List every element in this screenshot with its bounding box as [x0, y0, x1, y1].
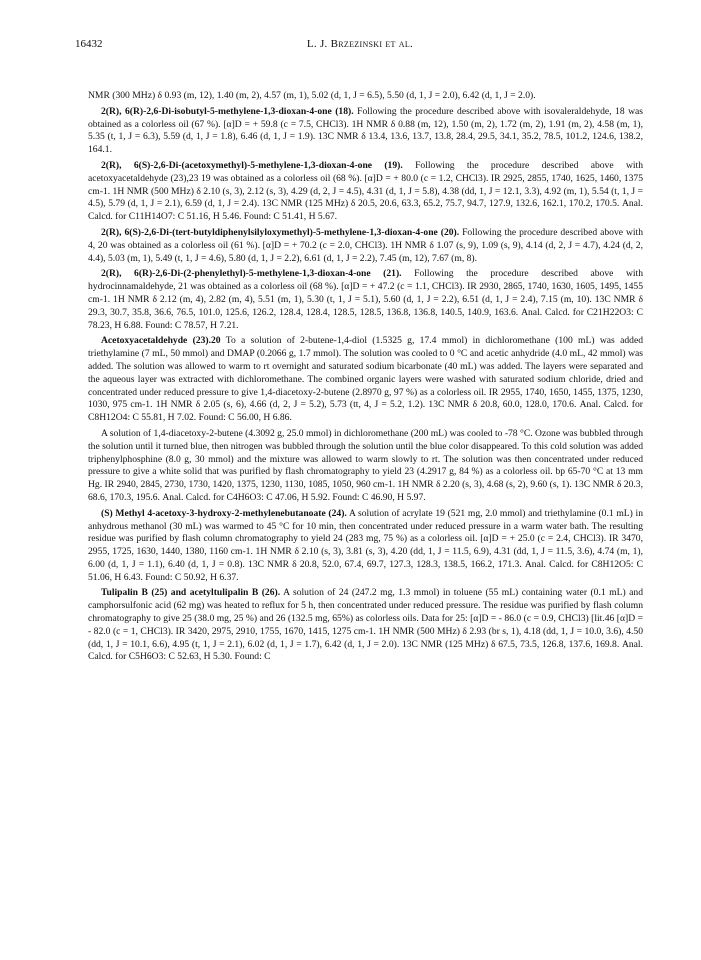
- paragraph-text: A solution of acrylate 19 (521 mg, 2.0 mmol) and triethylamine (0.1 mL) in anhydrous methanol (30 mL) was warmed to 45 °C for 10 min, then concentrated under reduced pressure in a warm water bath. The resulting residue was purified by flash column chromatography to yield 24 (283 mg, 75 %) as a colorless oil. [α]D = + 25.0 (c = 2.4, CHCl3). IR 3470, 2955, 1725, 1630, 1440, 1380, 1160 cm-1. 1H NMR δ 2.10 (s, 3), 3.81 (s, 3), 4.20 (dd, 1, J = 11.5, 6.9), 4.31 (dd, 1, J = 11.5, 3.6), 4.74 (m, 1), 6.00 (d, 1, J = 1.1), 6.40 (d, 1, J = 0.8). 13C NMR δ 20.8, 52.0, 67.4, 69.7, 127.3, 128.3, 138.5, 166.2, 171.3. Anal. Calcd. for C8H12O5: C 51.06, H 6.43. Found: C 50.92, H 6.37.: [88, 507, 643, 583]
- compound-heading: (S) Methyl 4-acetoxy-3-hydroxy-2-methylenebutanoate (24).: [101, 507, 347, 519]
- paragraph: [88, 106, 643, 157]
- compound-heading: 2(R), 6(R)-2,6-Di-(2-phenylethyl)-5-methylene-1,3-dioxan-4-one (21).: [101, 268, 402, 280]
- running-head-authors: L. J. Brzezinski et al.: [306, 38, 414, 50]
- paragraph: [88, 227, 643, 265]
- article-body: [88, 90, 643, 667]
- paragraph: [88, 160, 643, 224]
- paragraph-text: Following the procedure described above with isovaleraldehyde, 18 was obtained as a colorless oil (67 %). [α]D = + 59.8 (c = 7.5, CHCl3). 1H NMR δ 0.88 (m, 12), 1.50 (m, 2), 1.72 (m, 2), 1.91 (m, 2), 4.58 (m, 1), 5.35 (t, 1, J = 6.3), 5.59 (d, 1, J = 1.8), 6.46 (d, 1, J = 1.9). 13C NMR δ 13.4, 13.6, 13.7, 13.8, 28.4, 29.5, 34.1, 35.2, 78.5, 101.2, 124.6, 138.2, 164.1.: [88, 105, 644, 156]
- paragraph-text: NMR (300 MHz) δ 0.93 (m, 12), 1.40 (m, 2), 4.57 (m, 1), 5.02 (d, 1, J = 6.5), 5.50 (d, 1, J = 2.0), 6.42 (d, 1, J = 2.0).: [88, 90, 536, 101]
- paragraph-text: A solution of 24 (247.2 mg, 1.3 mmol) in toluene (55 mL) containing water (0.1 mL) and camphorsulfonic acid (62 mg) was heated to reflux for 5 h, then concentrated under reduced pressure. The residue was purified by flash column chromatography to give 25 (38.0 mg, 25 %) and 26 (132.5 mg, 65%) as colorless oils. Data for 25: [α]D = - 86.0 (c = 0.9, CHCl3) [lit.46 [α]D = - 82.0 (c = 1, CHCl3). IR 3420, 2975, 2910, 1755, 1670, 1415, 1275 cm-1. 1H NMR (500 MHz) δ 2.93 (br s, 1), 4.18 (dd, 1, J = 10.0, 3.6), 4.50 (dd, 1, J = 10.1, 6.6), 4.95 (t, 1, J = 2.1), 6.02 (d, 1, J = 1.7), 6.42 (d, 1, J = 2.0). 13C NMR (125 MHz) δ 67.5, 73.5, 126.8, 137.6, 169.8. Anal. Calcd. for C5H6O3: C 52.63, H 5.30. Found: C: [88, 587, 644, 663]
- paragraph: [88, 428, 643, 505]
- compound-heading: 2(R), 6(S)-2,6-Di-(acetoxymethyl)-5-methylene-1,3-dioxan-4-one (19).: [101, 159, 403, 171]
- paragraph-text: To a solution of 2-butene-1,4-diol (1.5325 g, 17.4 mmol) in dichloromethane (100 mL) was added triethylamine (7 mL, 50 mmol) and DMAP (0.2066 g, 1.7 mmol). The solution was cooled to 0 °C and acetic anhydride (4.0 mL, 42 mmol) was added. The solution was allowed to warm to rt overnight and saturated sodium bicarbonate (40 mL) was added. The layers were separated and the aqueous layer was extracted with dichloromethane. The combined organic layers were washed with saturated sodium chloride, dried and concentrated under reduced pressure to give 1,4-diacetoxy-2-butene (2.8970 g, 97 %) as a colorless oil. IR 2955, 1740, 1650, 1455, 1375, 1230, 1030, 975 cm-1. 1H NMR δ 2.05 (s, 6), 4.66 (d, 2, J = 5.2), 5.73 (tt, 4, J = 5.2, 1.2). 13C NMR δ 20.8, 60.0, 128.0, 170.6. Anal. Calcd. for C8H12O4: C 55.81, H 7.02. Found: C 56.00, H 6.86.: [88, 335, 644, 424]
- compound-heading: 2(R), 6(R)-2,6-Di-isobutyl-5-methylene-1,3-dioxan-4-one (18).: [101, 105, 354, 117]
- paragraph-text: Following the procedure described above with acetoxyacetaldehyde (23),23 19 was obtained as a colorless oil (68 %). [α]D = + 80.0 (c = 1.2, CHCl3). IR 2925, 2855, 1740, 1625, 1460, 1375 cm-1. 1H NMR (500 MHz) δ 2.10 (s, 3), 2.12 (s, 3), 4.29 (d, 2, J = 4.5), 4.31 (d, 1, J = 5.8), 4.38 (dd, 1, J = 12.1, 3.3), 4.92 (m, 1), 5.54 (t, 1, J = 4.5), 5.79 (d, 1, J = 2.1), 6.59 (d, 1, J = 2.4). 13C NMR (125 MHz) δ 20.5, 20.6, 63.3, 65.2, 75.7, 94.7, 127.9, 132.6, 162.1, 170.2, 170.5. Anal. Calcd. for C11H14O7: C 51.16, H 5.46. Found: C 51.41, H 5.67.: [88, 159, 643, 223]
- compound-heading: 2(R), 6(S)-2,6-Di-(tert-butyldiphenylsilyloxymethyl)-5-methylene-1,3-dioxan-4-one (20).: [101, 226, 460, 238]
- paragraph-text: Following the procedure described above with 4, 20 was obtained as a colorless oil (61 %). [α]D = + 70.2 (c = 2.0, CHCl3). 1H NMR δ 1.07 (s, 9), 1.09 (s, 9), 4.14 (d, 2, J = 4.7), 4.24 (d, 2, 4.4), 5.03 (m, 1), 5.49 (t, 1, J = 4.6), 5.80 (d, 1, J = 2.2), 6.61 (d, 1, J = 2.2), 7.45 (m, 12), 7.67 (m, 8).: [88, 226, 643, 264]
- compound-heading: Tulipalin B (25) and acetyltulipalin B (26).: [101, 587, 281, 599]
- paragraph-text: A solution of 1,4-diacetoxy-2-butene (4.3092 g, 25.0 mmol) in dichloromethane (200 mL) was cooled to -78 °C. Ozone was bubbled through the solution until it turned blue, then nitrogen was bubbled through the solution until the blue color disappeared. To this cold solution was added triphenylphosphine (8.0 g, 30 mmol) and the mixture was allowed to warm slowly to rt. The solution was then concentrated under reduced pressure to give a white solid that was purified by flash chromatography to yield 23 (4.2917 g, 84 %) as a colorless oil. bp 65-70 °C at 13 mm Hg. IR 2940, 2845, 2730, 1730, 1420, 1375, 1230, 1130, 1085, 1050, 960 cm-1. 1H NMR δ 2.20 (s, 3), 4.68 (s, 2), 9.60 (s, 1). 13C NMR δ 20.3, 68.6, 170.3, 195.6. Anal. Calcd. for C4H6O3: C 47.06, H 5.92. Found: C 46.90, H 5.97.: [88, 427, 643, 503]
- paragraph: [88, 335, 643, 425]
- paragraph-text: Following the procedure described above with hydrocinnamaldehyde, 21 was obtained as a colorless oil (68 %). [α]D = + 47.2 (c = 1.1, CHCl3). IR 2930, 2865, 1740, 1630, 1605, 1495, 1455 cm-1. 1H NMR δ 2.12 (m, 4), 2.82 (m, 4), 5.51 (m, 1), 5.30 (t, 1, J = 5.1), 5.60 (d, 1, J = 2.2), 6.51 (d, 1, J = 2.4), 7.15 (m, 10). 13C NMR δ 29.3, 30.7, 35.8, 36.6, 76.5, 101.0, 125.6, 126.2, 128.4, 128.4, 128.5, 128.5, 136.8, 136.8, 140.5, 140.9, 163.6. Anal. Calcd. for C21H22O3: C 78.23, H 6.88. Found: C 78.57, H 7.21.: [88, 268, 643, 331]
- paragraph: [88, 268, 643, 332]
- page-number: 16432: [75, 38, 103, 50]
- page-header: [75, 38, 645, 54]
- compound-heading: Acetoxyacetaldehyde (23).20: [101, 335, 221, 347]
- paragraph: [88, 508, 643, 585]
- paragraph: [88, 90, 643, 103]
- paragraph: [88, 587, 643, 664]
